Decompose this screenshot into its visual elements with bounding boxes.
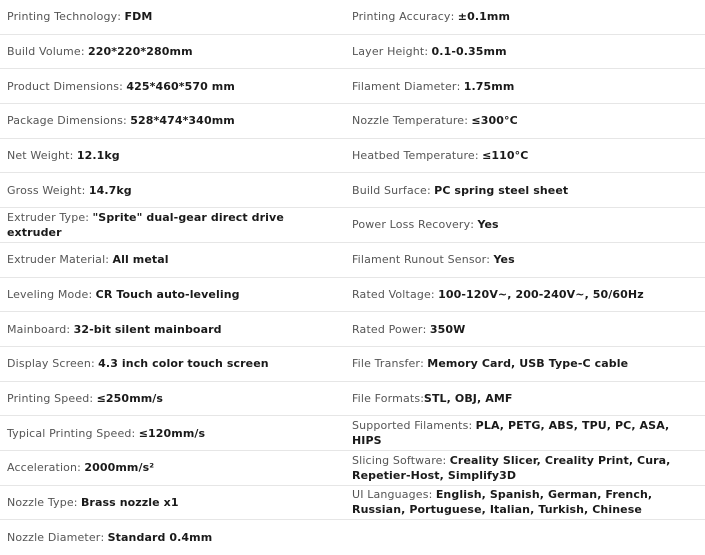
spec-cell <box>345 0 705 34</box>
spec-cell <box>345 416 705 450</box>
spec-label: Typical Printing Speed <box>7 426 132 440</box>
spec-label: Nozzle Temperature <box>352 114 465 128</box>
spec-label: Nozzle Type <box>7 495 74 509</box>
spec-value: ≤110°C <box>482 149 529 163</box>
spec-value: 32-bit silent mainboard <box>73 322 222 336</box>
spec-cell <box>345 451 705 485</box>
spec-label: Extruder Type <box>7 210 86 224</box>
spec-separator: : <box>88 287 96 301</box>
spec-value: 14.7kg <box>88 183 132 197</box>
spec-value: "Sprite" dual-gear direct drive extruder <box>7 210 284 239</box>
spec-cell <box>345 243 705 277</box>
spec-label: Filament Diameter <box>352 79 457 93</box>
spec-label: Supported Filaments <box>352 419 469 433</box>
spec-separator: : <box>420 391 424 405</box>
spec-cell <box>0 104 345 138</box>
spec-row <box>0 69 705 104</box>
spec-cell <box>0 243 345 277</box>
spec-value: ≤250mm/s <box>96 391 164 405</box>
spec-separator: : <box>77 461 85 475</box>
spec-separator: : <box>456 79 464 93</box>
spec-cell <box>0 312 345 346</box>
spec-separator: : <box>100 531 108 545</box>
spec-row <box>0 520 705 555</box>
spec-label: Rated Power <box>352 322 423 336</box>
spec-separator: : <box>424 45 432 59</box>
spec-value: ≤120mm/s <box>138 426 206 440</box>
spec-label: Filament Runout Sensor <box>352 253 487 267</box>
spec-value: Yes <box>493 253 515 267</box>
spec-cell <box>0 0 345 34</box>
spec-separator: : <box>85 210 93 224</box>
spec-row <box>0 451 705 486</box>
spec-cell <box>345 173 705 207</box>
spec-label: Display Screen <box>7 357 91 371</box>
spec-row <box>0 382 705 417</box>
spec-separator: : <box>422 322 430 336</box>
spec-value: ±0.1mm <box>457 10 511 24</box>
spec-cell <box>0 208 345 242</box>
spec-cell <box>0 416 345 450</box>
spec-label: Net Weight <box>7 149 70 163</box>
spec-label: File Transfer <box>352 357 421 371</box>
spec-row <box>0 173 705 208</box>
spec-cell <box>345 486 705 520</box>
spec-separator: : <box>442 453 450 467</box>
spec-cell <box>0 278 345 312</box>
spec-cell <box>0 69 345 103</box>
spec-cell <box>345 139 705 173</box>
spec-row <box>0 416 705 451</box>
spec-label: Gross Weight <box>7 183 82 197</box>
spec-value: All metal <box>112 253 169 267</box>
spec-separator: : <box>420 357 428 371</box>
spec-separator: : <box>470 218 478 232</box>
spec-separator: : <box>119 79 127 93</box>
spec-cell <box>0 486 345 520</box>
spec-cell <box>0 173 345 207</box>
spec-value: Yes <box>477 218 499 232</box>
spec-separator: : <box>464 114 472 128</box>
spec-row <box>0 486 705 521</box>
spec-separator: : <box>123 114 131 128</box>
spec-label: Product Dimensions <box>7 79 120 93</box>
spec-value: English, Spanish, German, French, Russian, Portuguese, Italian, Turkish, Chinese <box>352 488 653 517</box>
spec-cell <box>345 312 705 346</box>
spec-value: 350W <box>429 322 466 336</box>
spec-label: Build Surface <box>352 183 427 197</box>
spec-separator: : <box>468 419 476 433</box>
spec-separator: : <box>81 183 89 197</box>
spec-row <box>0 35 705 70</box>
spec-value: 425*460*570 mm <box>126 79 235 93</box>
spec-label: Printing Speed <box>7 391 90 405</box>
spec-cell <box>345 278 705 312</box>
spec-label: Power Loss Recovery <box>352 218 471 232</box>
spec-label: Layer Height <box>352 45 425 59</box>
spec-cell <box>345 104 705 138</box>
spec-value: Standard 0.4mm <box>107 531 213 545</box>
spec-label: Printing Technology <box>7 10 118 24</box>
spec-value: FDM <box>124 10 153 24</box>
spec-value: 12.1kg <box>76 149 120 163</box>
spec-value: 220*220*280mm <box>88 45 193 59</box>
spec-row <box>0 104 705 139</box>
spec-separator: : <box>105 253 113 267</box>
spec-value: PC spring steel sheet <box>434 183 569 197</box>
spec-cell <box>0 139 345 173</box>
spec-label: Nozzle Diameter <box>7 531 101 545</box>
spec-separator: : <box>66 322 74 336</box>
spec-cell <box>345 35 705 69</box>
spec-separator: : <box>73 495 81 509</box>
spec-separator: : <box>117 10 125 24</box>
spec-value: 2000mm/s² <box>84 461 155 475</box>
spec-label: Slicing Software <box>352 453 443 467</box>
spec-row <box>0 208 705 243</box>
spec-separator: : <box>69 149 77 163</box>
spec-label: Build Volume <box>7 45 81 59</box>
spec-cell <box>0 382 345 416</box>
spec-separator: : <box>428 488 436 502</box>
spec-value: 1.75mm <box>463 79 515 93</box>
spec-row <box>0 139 705 174</box>
spec-value: ≤300°C <box>471 114 518 128</box>
spec-separator: : <box>80 45 89 59</box>
spec-label: Rated Voltage <box>352 287 431 301</box>
spec-cell <box>0 35 345 69</box>
spec-value: STL, OBJ, AMF <box>423 391 513 405</box>
spec-label: Acceleration <box>7 461 78 475</box>
spec-row <box>0 347 705 382</box>
spec-separator: : <box>426 183 435 197</box>
spec-separator: : <box>89 391 97 405</box>
spec-cell <box>345 347 705 381</box>
spec-separator: : <box>131 426 139 440</box>
spec-label: Extruder Material <box>7 253 106 267</box>
spec-value: 0.1-0.35mm <box>431 45 507 59</box>
spec-separator: : <box>474 149 483 163</box>
spec-cell <box>0 520 345 555</box>
spec-value: Memory Card, USB Type-C cable <box>427 357 629 371</box>
spec-row <box>0 243 705 278</box>
spec-cell <box>345 382 705 416</box>
spec-separator: : <box>486 253 494 267</box>
spec-cell-empty <box>345 520 705 555</box>
spec-value: PLA, PETG, ABS, TPU, PC, ASA, HIPS <box>352 419 670 448</box>
spec-value: 528*474*340mm <box>130 114 235 128</box>
spec-cell <box>345 69 705 103</box>
spec-row <box>0 278 705 313</box>
spec-row <box>0 0 705 35</box>
spec-row <box>0 312 705 347</box>
spec-label: Printing Accuracy <box>352 10 451 24</box>
spec-label: Heatbed Temperature <box>352 149 475 163</box>
spec-value: 4.3 inch color touch screen <box>98 357 269 371</box>
spec-value: Creality Slicer, Creality Print, Cura, Repetier-Host, Simplify3D <box>352 453 671 482</box>
spec-value: CR Touch auto-leveling <box>95 287 240 301</box>
spec-cell <box>0 451 345 485</box>
spec-separator: : <box>430 287 439 301</box>
spec-label: Package Dimensions <box>7 114 123 128</box>
spec-separator: : <box>90 357 99 371</box>
spec-cell <box>0 347 345 381</box>
spec-label: Leveling Mode <box>7 287 89 301</box>
spec-cell <box>345 208 705 242</box>
spec-label: UI Languages <box>352 488 429 502</box>
spec-value: 100-120V~, 200-240V~, 50/60Hz <box>438 287 644 301</box>
spec-value: Brass nozzle x1 <box>80 495 179 509</box>
spec-label: File Formats <box>352 391 421 405</box>
spec-label: Mainboard <box>7 322 67 336</box>
spec-separator: : <box>450 10 458 24</box>
